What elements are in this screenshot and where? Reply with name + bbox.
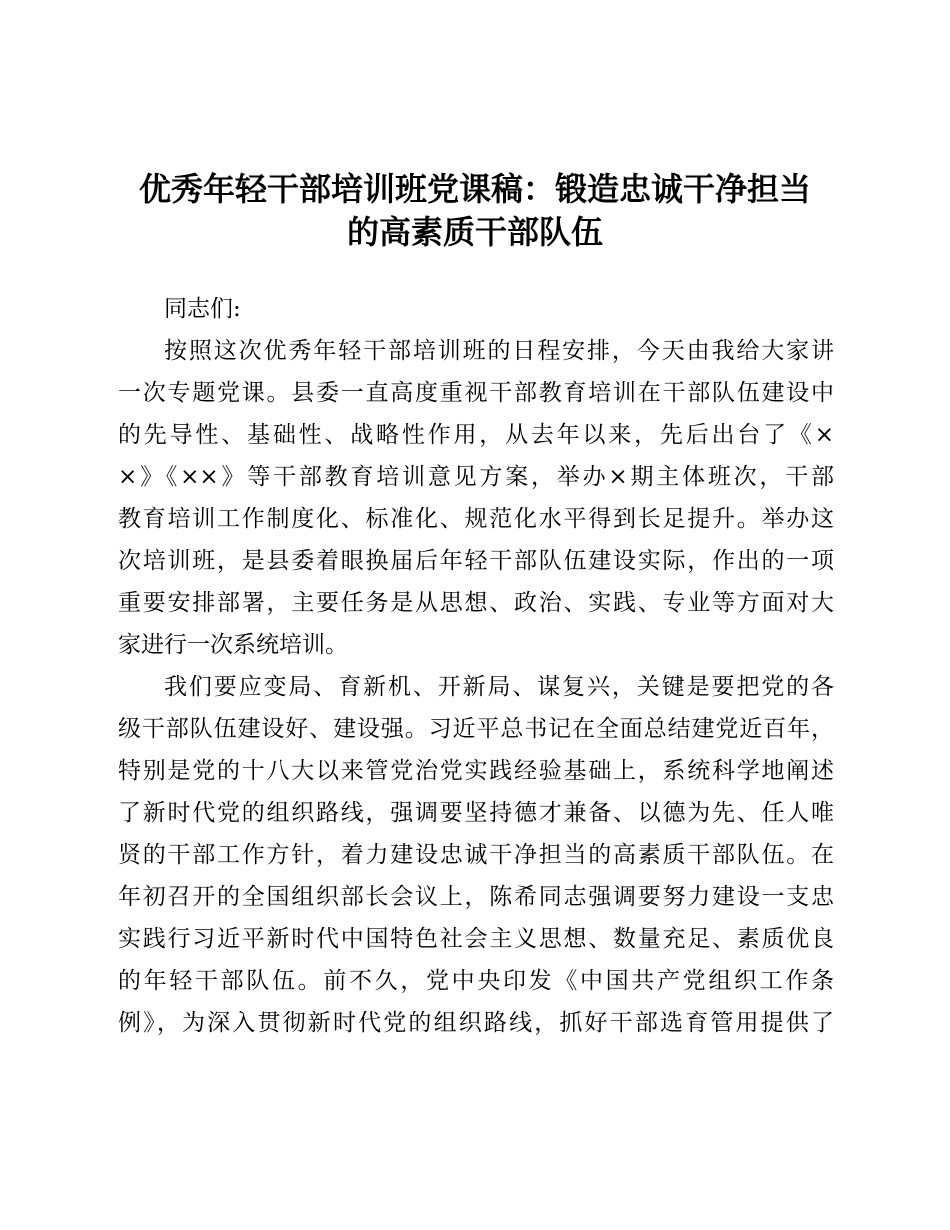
- title-line-1: 优秀年轻干部培训班党课稿：锻造忠诚干净担当: [138, 170, 811, 208]
- document-body: [118, 288, 834, 1044]
- paragraph-1-line: 重要安排部署，主要任务是从思想、政治、实践、专业等方面对大: [118, 590, 834, 616]
- paragraph-1-line: ×》《××》等干部教育培训意见方案，举办×期主体班次，干部: [118, 464, 834, 490]
- salutation: 同志们:: [164, 296, 241, 322]
- paragraph-2-line: 的年轻干部队伍。前不久，党中央印发《中国共产党组织工作条: [118, 968, 834, 994]
- paragraph-1-line: 家进行一次系统培训。: [118, 632, 348, 658]
- paragraph-1-line: 的先导性、基础性、战略性作用，从去年以来，先后出台了《×: [118, 422, 834, 448]
- paragraph-2-line: 年初召开的全国组织部长会议上，陈希同志强调要努力建设一支忠: [118, 884, 834, 910]
- paragraph-1-line: 教育培训工作制度化、标准化、规范化水平得到长足提升。举办这: [118, 506, 834, 532]
- paragraph-1-line: 按照这次优秀年轻干部培训班的日程安排，今天由我给大家讲: [164, 338, 834, 364]
- document-title: [110, 168, 840, 254]
- paragraph-1-line: 一次专题党课。县委一直高度重视干部教育培训在干部队伍建设中: [118, 380, 834, 406]
- title-line-2: 的高素质干部队伍: [346, 213, 603, 251]
- paragraph-2-line: 我们要应变局、育新机、开新局、谋复兴，关键是要把党的各: [164, 674, 834, 700]
- paragraph-2-line: 贤的干部工作方针，着力建设忠诚干净担当的高素质干部队伍。在: [118, 842, 834, 868]
- paragraph-2-line: 例》，为深入贯彻新时代党的组织路线，抓好干部选育管用提供了: [118, 1010, 834, 1036]
- paragraph-2: [118, 666, 834, 1044]
- paragraph-1-line: 次培训班，是县委着眼换届后年轻干部队伍建设实际，作出的一项: [118, 548, 834, 574]
- paragraph-2-line: 特别是党的十八大以来管党治党实践经验基础上，系统科学地阐述: [118, 758, 834, 784]
- paragraph-2-line: 级干部队伍建设好、建设强。习近平总书记在全面总结建党近百年，: [118, 716, 834, 742]
- paragraph-2-line: 了新时代党的组织路线，强调要坚持德才兼备、以德为先、任人唯: [118, 800, 834, 826]
- paragraph-2-line: 实践行习近平新时代中国特色社会主义思想、数量充足、素质优良: [118, 926, 834, 952]
- paragraph-1: [118, 330, 834, 666]
